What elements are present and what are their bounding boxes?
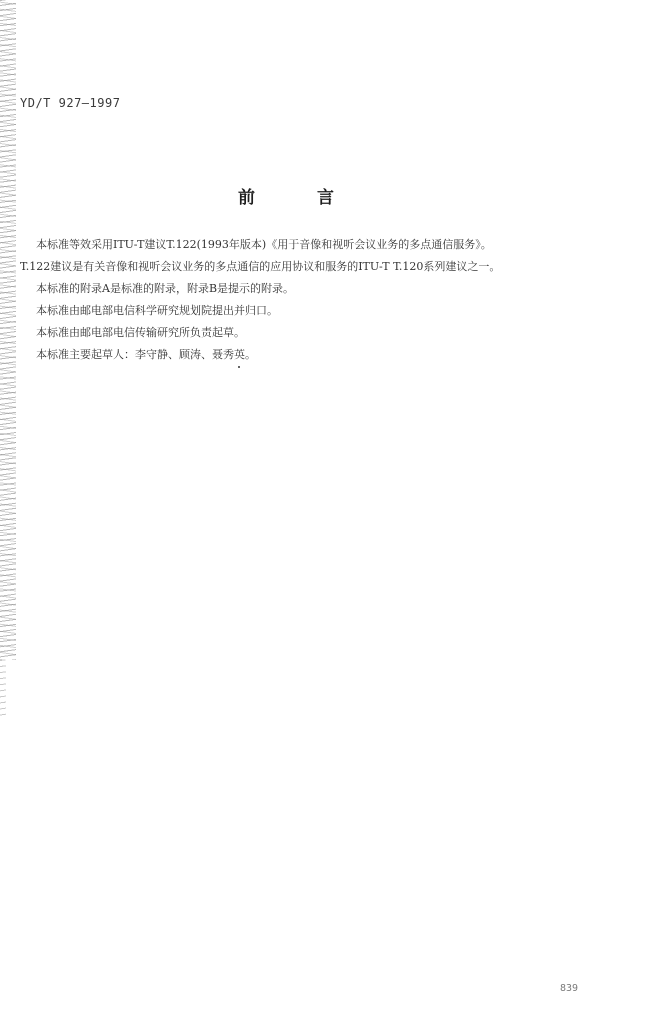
preface-body [20, 234, 610, 366]
scan-edge-artifact [0, 0, 16, 660]
paragraph: 本标准由邮电部电信科学研究规划院提出并归口。 [36, 304, 278, 317]
paragraph: T.122建议是有关音像和视听会议业务的多点通信的应用协议和服务的ITU-T T.120系列建议之一。 [20, 260, 501, 273]
page-number: 839 [560, 983, 579, 994]
scan-edge-artifact-lower [0, 660, 6, 720]
paragraph: 本标准的附录A是标准的附录，附录B是提示的附录。 [36, 282, 295, 295]
paragraph: 本标准主要起草人：李守静、顾涛、聂秀英。 [36, 348, 256, 361]
preface-title: 前言 [238, 188, 396, 208]
paragraph: 本标准等效采用ITU-T建议T.122(1993年版本)《用于音像和视听会议业务的多点通信服务》。 [36, 238, 492, 251]
scan-speck [238, 366, 240, 368]
standard-number: YD/T 927—1997 [20, 96, 121, 110]
paragraph: 本标准由邮电部电信传输研究所负责起草。 [36, 326, 245, 339]
